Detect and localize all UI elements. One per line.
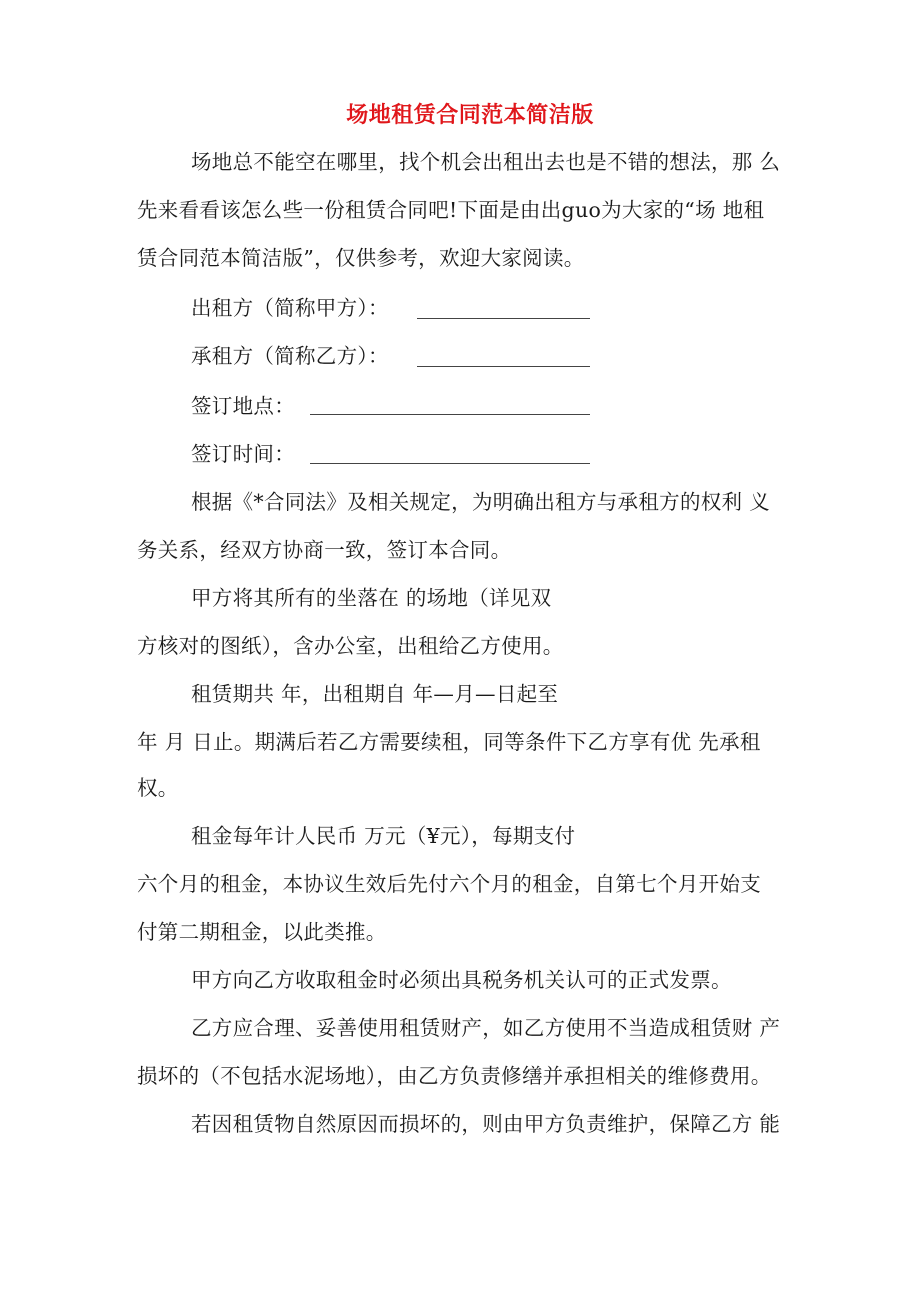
sign-time-blank-line [310, 463, 590, 464]
paragraph-7-line-1: 若因租赁物自然原因而损坏的，则由甲方负责维护，保障乙方 能 [191, 1112, 781, 1136]
lessor-label: 出租方（简称甲方）： [191, 296, 389, 320]
paragraph-3-line-3: 权。 [137, 776, 179, 800]
paragraph-4-line-2: 六个月的租金，本协议生效后先付六个月的租金，自第七个月开始支 [137, 872, 761, 896]
paragraph-6-line-2: 损坏的（不包括水泥场地），由乙方负责修缮并承担相关的维修费用。 [137, 1064, 772, 1088]
sign-place-blank-line [310, 414, 590, 415]
intro-line-1: 场地总不能空在哪里，找个机会出租出去也是不错的想法，那 么 [191, 150, 781, 174]
paragraph-1-line-2: 务关系，经双方协商一致，签订本合同。 [137, 538, 512, 562]
paragraph-4-line-1: 租金每年计人民币 万元（¥元），每期支付 [191, 824, 576, 848]
intro-line-2: 先来看看该怎么些一份租赁合同吧!下面是由出guo为大家的“场 地租 [137, 198, 765, 222]
paragraph-3-line-2: 年 月 日止。期满后若乙方需要续租，同等条件下乙方享有优 先承租 [137, 730, 761, 754]
paragraph-5-line-1: 甲方向乙方收取租金时必须出具税务机关认可的正式发票。 [191, 968, 732, 992]
intro-line-3: 赁合同范本简洁版”，仅供参考，欢迎大家阅读。 [137, 246, 585, 270]
document-title: 场地租赁合同范本简洁版 [346, 102, 594, 128]
sign-time-label: 签订时间： [191, 442, 295, 466]
paragraph-2-line-1: 甲方将其所有的坐落在 的场地（详见双 [191, 586, 552, 610]
sign-place-label: 签订地点： [191, 394, 295, 418]
lessee-blank-line [417, 366, 590, 367]
lessee-label: 承租方（简称乙方）： [191, 344, 389, 368]
paragraph-2-line-2: 方核对的图纸），含办公室，出租给乙方使用。 [137, 634, 564, 658]
paragraph-4-line-3: 付第二期租金，以此类推。 [137, 920, 387, 944]
lessor-blank-line [417, 318, 590, 319]
paragraph-6-line-1: 乙方应合理、妥善使用租赁财产，如乙方使用不当造成租赁财 产 [191, 1016, 781, 1040]
paragraph-3-line-1: 租赁期共 年，出租期自 年—月—日起至 [191, 682, 559, 706]
paragraph-1-line-1: 根据《*合同法》及相关规定，为明确出租方与承租方的权利 义 [191, 490, 770, 514]
